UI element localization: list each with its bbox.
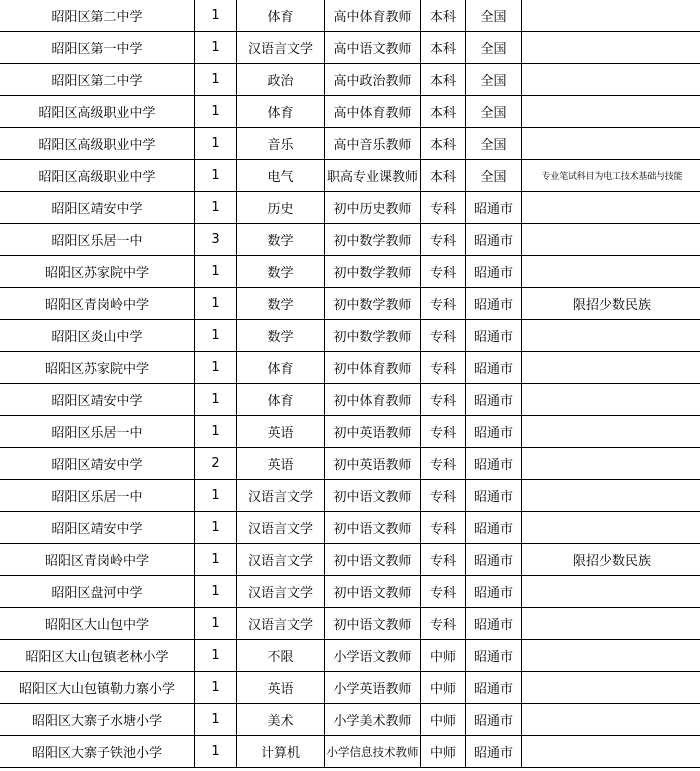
count-cell: 1 <box>195 352 237 384</box>
subject-cell: 数学 <box>237 224 325 256</box>
post-cell: 小学信息技术教师 <box>325 736 421 768</box>
school-cell: 昭阳区盘河中学 <box>0 576 195 608</box>
scope-cell: 昭通市 <box>466 672 522 704</box>
school-cell: 昭阳区大山包镇勒力寨小学 <box>0 672 195 704</box>
education-cell: 专科 <box>421 224 466 256</box>
school-cell: 昭阳区青岗岭中学 <box>0 544 195 576</box>
scope-cell: 昭通市 <box>466 608 522 640</box>
education-cell: 中师 <box>421 640 466 672</box>
education-cell: 专科 <box>421 576 466 608</box>
education-cell: 专科 <box>421 512 466 544</box>
subject-cell: 音乐 <box>237 128 325 160</box>
post-cell: 初中体育教师 <box>325 384 421 416</box>
note-cell <box>522 480 700 512</box>
post-cell: 高中音乐教师 <box>325 128 421 160</box>
table-row <box>0 64 700 96</box>
count-cell: 1 <box>195 32 237 64</box>
subject-cell: 电气 <box>237 160 325 192</box>
school-cell: 昭阳区苏家院中学 <box>0 256 195 288</box>
note-cell: 限招少数民族 <box>522 544 700 576</box>
scope-cell: 昭通市 <box>466 480 522 512</box>
count-cell: 1 <box>195 288 237 320</box>
count-cell: 1 <box>195 640 237 672</box>
subject-cell: 汉语言文学 <box>237 512 325 544</box>
education-cell: 专科 <box>421 544 466 576</box>
post-cell: 小学美术教师 <box>325 704 421 736</box>
school-cell: 昭阳区靖安中学 <box>0 384 195 416</box>
scope-cell: 昭通市 <box>466 192 522 224</box>
count-cell: 1 <box>195 160 237 192</box>
post-cell: 高中体育教师 <box>325 0 421 32</box>
table-row <box>0 672 700 704</box>
subject-cell: 英语 <box>237 416 325 448</box>
note-cell <box>522 736 700 768</box>
education-cell: 专科 <box>421 416 466 448</box>
scope-cell: 昭通市 <box>466 384 522 416</box>
note-cell <box>522 0 700 32</box>
count-cell: 1 <box>195 512 237 544</box>
subject-cell: 历史 <box>237 192 325 224</box>
scope-cell: 全国 <box>466 64 522 96</box>
table-row <box>0 512 700 544</box>
count-cell: 1 <box>195 736 237 768</box>
school-cell: 昭阳区第二中学 <box>0 0 195 32</box>
note-cell <box>522 224 700 256</box>
subject-cell: 体育 <box>237 384 325 416</box>
post-cell: 初中语文教师 <box>325 512 421 544</box>
scope-cell: 昭通市 <box>466 288 522 320</box>
scope-cell: 昭通市 <box>466 544 522 576</box>
scope-cell: 昭通市 <box>466 256 522 288</box>
count-cell: 1 <box>195 704 237 736</box>
school-cell: 昭阳区大山包镇老林小学 <box>0 640 195 672</box>
note-cell <box>522 320 700 352</box>
post-cell: 小学英语教师 <box>325 672 421 704</box>
count-cell: 1 <box>195 64 237 96</box>
scope-cell: 全国 <box>466 96 522 128</box>
count-cell: 1 <box>195 480 237 512</box>
school-cell: 昭阳区大寨子铁池小学 <box>0 736 195 768</box>
post-cell: 初中语文教师 <box>325 576 421 608</box>
note-cell: 专业笔试科目为电工技术基础与技能 <box>522 160 700 192</box>
education-cell: 专科 <box>421 480 466 512</box>
count-cell: 1 <box>195 608 237 640</box>
note-cell <box>522 352 700 384</box>
scope-cell: 全国 <box>466 128 522 160</box>
school-cell: 昭阳区大寨子水塘小学 <box>0 704 195 736</box>
scope-cell: 昭通市 <box>466 416 522 448</box>
table-row <box>0 96 700 128</box>
subject-cell: 英语 <box>237 448 325 480</box>
count-cell: 3 <box>195 224 237 256</box>
table-row <box>0 288 700 320</box>
post-cell: 初中数学教师 <box>325 256 421 288</box>
education-cell: 本科 <box>421 128 466 160</box>
school-cell: 昭阳区青岗岭中学 <box>0 288 195 320</box>
education-cell: 专科 <box>421 448 466 480</box>
note-cell <box>522 64 700 96</box>
table-row <box>0 608 700 640</box>
count-cell: 1 <box>195 96 237 128</box>
count-cell: 1 <box>195 672 237 704</box>
table-row <box>0 640 700 672</box>
subject-cell: 数学 <box>237 320 325 352</box>
count-cell: 1 <box>195 416 237 448</box>
education-cell: 专科 <box>421 608 466 640</box>
table-row <box>0 416 700 448</box>
scope-cell: 昭通市 <box>466 736 522 768</box>
education-cell: 本科 <box>421 0 466 32</box>
note-cell <box>522 32 700 64</box>
subject-cell: 计算机 <box>237 736 325 768</box>
table-row <box>0 128 700 160</box>
table-row <box>0 704 700 736</box>
table-row <box>0 160 700 192</box>
subject-cell: 英语 <box>237 672 325 704</box>
education-cell: 专科 <box>421 288 466 320</box>
count-cell: 2 <box>195 448 237 480</box>
note-cell <box>522 416 700 448</box>
table-row <box>0 736 700 768</box>
post-cell: 初中英语教师 <box>325 416 421 448</box>
subject-cell: 汉语言文学 <box>237 544 325 576</box>
note-cell <box>522 384 700 416</box>
post-cell: 小学语文教师 <box>325 640 421 672</box>
table-row <box>0 576 700 608</box>
note-cell <box>522 192 700 224</box>
post-cell: 高中语文教师 <box>325 32 421 64</box>
post-cell: 初中数学教师 <box>325 224 421 256</box>
school-cell: 昭阳区炎山中学 <box>0 320 195 352</box>
table-row <box>0 384 700 416</box>
post-cell: 高中政治教师 <box>325 64 421 96</box>
table-row <box>0 480 700 512</box>
post-cell: 初中历史教师 <box>325 192 421 224</box>
education-cell: 专科 <box>421 256 466 288</box>
note-cell: 限招少数民族 <box>522 288 700 320</box>
note-cell <box>522 672 700 704</box>
scope-cell: 昭通市 <box>466 224 522 256</box>
school-cell: 昭阳区大山包中学 <box>0 608 195 640</box>
note-cell <box>522 96 700 128</box>
education-cell: 本科 <box>421 160 466 192</box>
table-row <box>0 320 700 352</box>
note-cell <box>522 128 700 160</box>
scope-cell: 昭通市 <box>466 448 522 480</box>
subject-cell: 体育 <box>237 352 325 384</box>
note-cell <box>522 640 700 672</box>
school-cell: 昭阳区高级职业中学 <box>0 96 195 128</box>
school-cell: 昭阳区高级职业中学 <box>0 160 195 192</box>
education-cell: 中师 <box>421 736 466 768</box>
education-cell: 中师 <box>421 672 466 704</box>
education-cell: 本科 <box>421 96 466 128</box>
count-cell: 1 <box>195 384 237 416</box>
post-cell: 初中数学教师 <box>325 288 421 320</box>
post-cell: 初中语文教师 <box>325 608 421 640</box>
count-cell: 1 <box>195 320 237 352</box>
note-cell <box>522 608 700 640</box>
subject-cell: 不限 <box>237 640 325 672</box>
count-cell: 1 <box>195 256 237 288</box>
scope-cell: 全国 <box>466 32 522 64</box>
table-row <box>0 352 700 384</box>
school-cell: 昭阳区乐居一中 <box>0 416 195 448</box>
subject-cell: 数学 <box>237 288 325 320</box>
school-cell: 昭阳区高级职业中学 <box>0 128 195 160</box>
school-cell: 昭阳区靖安中学 <box>0 448 195 480</box>
scope-cell: 全国 <box>466 160 522 192</box>
subject-cell: 汉语言文学 <box>237 480 325 512</box>
subject-cell: 汉语言文学 <box>237 608 325 640</box>
education-cell: 专科 <box>421 192 466 224</box>
school-cell: 昭阳区第二中学 <box>0 64 195 96</box>
note-cell <box>522 448 700 480</box>
school-cell: 昭阳区第一中学 <box>0 32 195 64</box>
table-row <box>0 192 700 224</box>
school-cell: 昭阳区乐居一中 <box>0 480 195 512</box>
table-row <box>0 256 700 288</box>
table-row <box>0 0 700 32</box>
table-row <box>0 544 700 576</box>
education-cell: 本科 <box>421 32 466 64</box>
subject-cell: 体育 <box>237 96 325 128</box>
count-cell: 1 <box>195 544 237 576</box>
scope-cell: 昭通市 <box>466 640 522 672</box>
scope-cell: 昭通市 <box>466 512 522 544</box>
post-cell: 初中英语教师 <box>325 448 421 480</box>
count-cell: 1 <box>195 576 237 608</box>
education-cell: 中师 <box>421 704 466 736</box>
school-cell: 昭阳区苏家院中学 <box>0 352 195 384</box>
subject-cell: 汉语言文学 <box>237 576 325 608</box>
subject-cell: 数学 <box>237 256 325 288</box>
post-cell: 初中语文教师 <box>325 544 421 576</box>
scope-cell: 昭通市 <box>466 576 522 608</box>
subject-cell: 汉语言文学 <box>237 32 325 64</box>
table-row <box>0 448 700 480</box>
count-cell: 1 <box>195 192 237 224</box>
count-cell: 1 <box>195 0 237 32</box>
education-cell: 专科 <box>421 320 466 352</box>
education-cell: 专科 <box>421 384 466 416</box>
education-cell: 本科 <box>421 64 466 96</box>
note-cell <box>522 512 700 544</box>
school-cell: 昭阳区靖安中学 <box>0 512 195 544</box>
note-cell <box>522 576 700 608</box>
count-cell: 1 <box>195 128 237 160</box>
education-cell: 专科 <box>421 352 466 384</box>
post-cell: 初中数学教师 <box>325 320 421 352</box>
table-row <box>0 224 700 256</box>
post-cell: 职高专业课教师 <box>325 160 421 192</box>
scope-cell: 昭通市 <box>466 704 522 736</box>
post-cell: 高中体育教师 <box>325 96 421 128</box>
post-cell: 初中体育教师 <box>325 352 421 384</box>
subject-cell: 美术 <box>237 704 325 736</box>
scope-cell: 昭通市 <box>466 320 522 352</box>
scope-cell: 全国 <box>466 0 522 32</box>
table-row <box>0 32 700 64</box>
school-cell: 昭阳区靖安中学 <box>0 192 195 224</box>
note-cell <box>522 256 700 288</box>
subject-cell: 体育 <box>237 0 325 32</box>
note-cell <box>522 704 700 736</box>
subject-cell: 政治 <box>237 64 325 96</box>
scope-cell: 昭通市 <box>466 352 522 384</box>
post-cell: 初中语文教师 <box>325 480 421 512</box>
school-cell: 昭阳区乐居一中 <box>0 224 195 256</box>
